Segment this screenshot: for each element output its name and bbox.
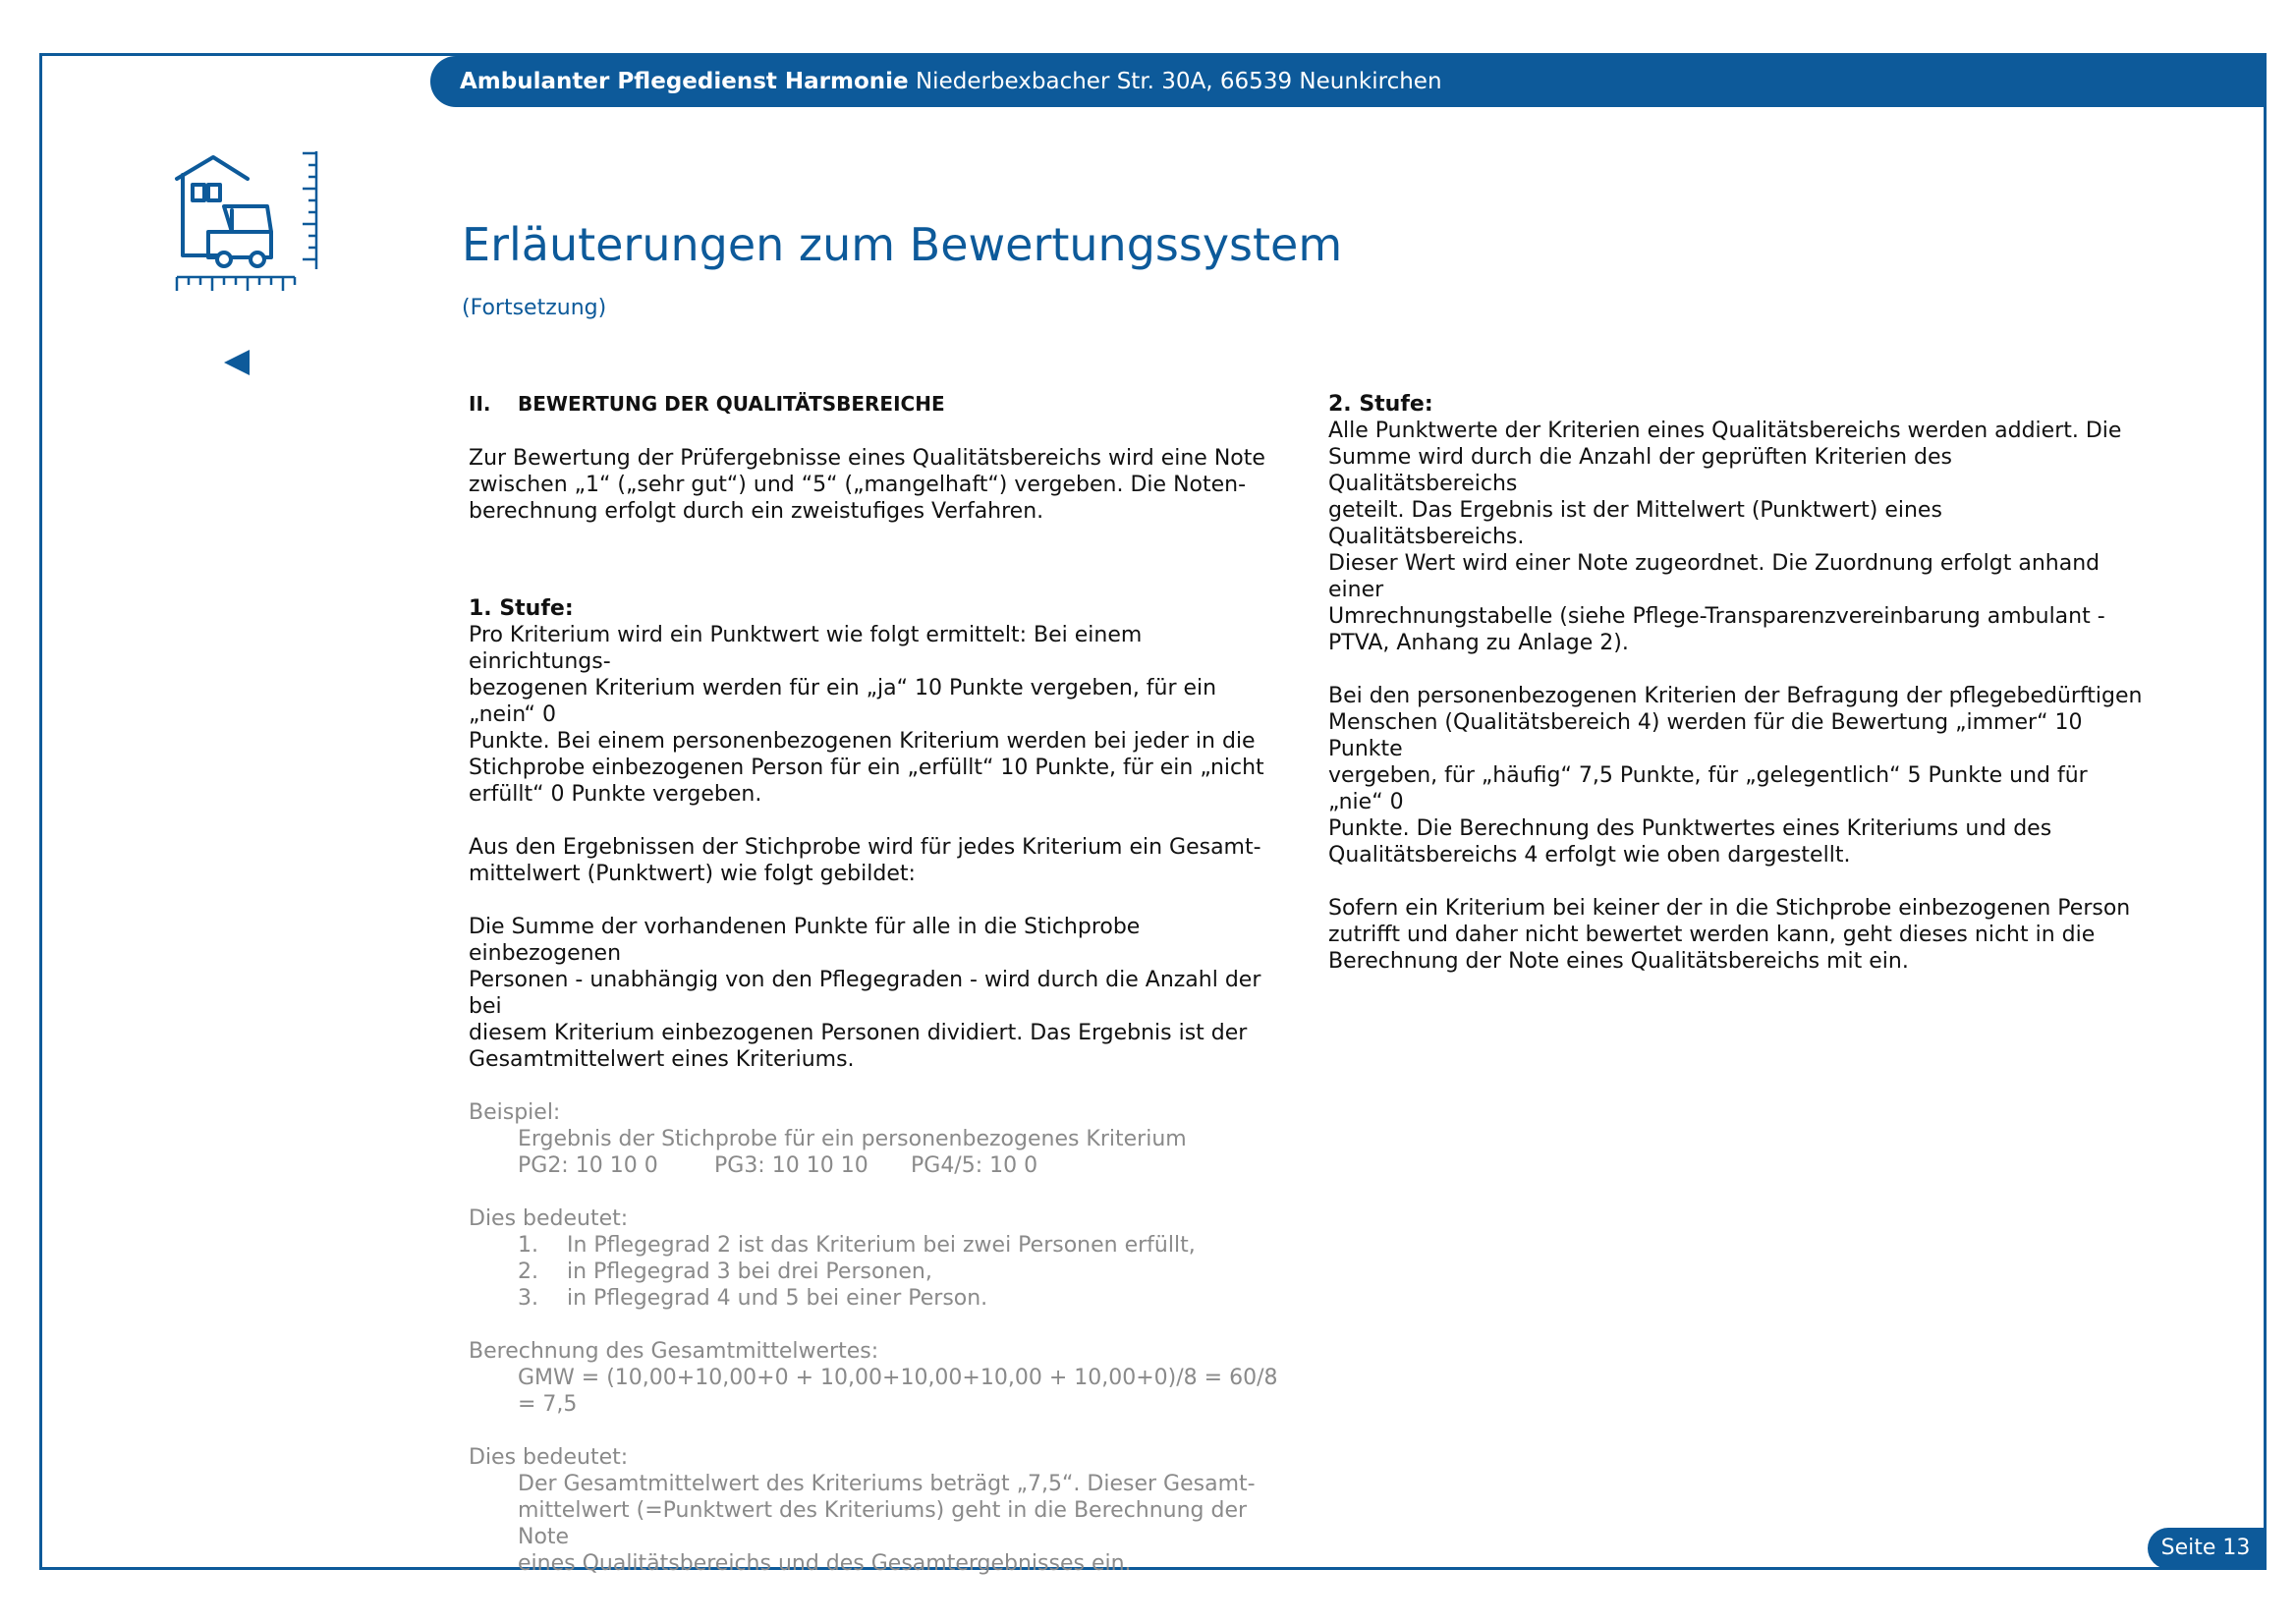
- text-line: mittelwert (Punktwert) wie folgt gebildet:: [469, 862, 916, 886]
- text-line: diesem Kriterium einbezogenen Personen dividiert. Das Ergebnis ist der: [469, 1021, 1248, 1045]
- house-truck-ruler-icon: [169, 149, 326, 297]
- list-number: 1.: [518, 1233, 538, 1258]
- header-org-name: Ambulanter Pflegedienst Harmonie: [460, 69, 909, 94]
- list-number: 2.: [518, 1260, 538, 1284]
- pg-value: PG3: 10 10 10: [714, 1153, 868, 1178]
- text-line: Punkte. Die Berechnung des Punktwertes eines Kriteriums und des: [1328, 816, 2052, 841]
- text-line: Punkte. Bei einem personenbezogenen Kriterium werden bei jeder in die: [469, 729, 1256, 754]
- text-line: Gesamtmittelwert eines Kriteriums.: [469, 1047, 855, 1072]
- text-line: Zur Bewertung der Prüfergebnisse eines Qualitätsbereichs wird eine Note: [469, 446, 1265, 471]
- list-item: [469, 1285, 1284, 1312]
- list-item: [469, 1232, 1284, 1259]
- text-line: zutrifft und daher nicht bewertet werden kann, geht dieses nicht in die: [1328, 923, 2096, 947]
- meaning-label: Dies bedeutet:: [469, 1445, 629, 1470]
- stufe1-paragraph: [469, 622, 1284, 808]
- text-line: Alle Punktwerte der Kriterien eines Qualitätsbereichs werden addiert. Die: [1328, 419, 2122, 443]
- text-line: Bei den personenbezogenen Kriterien der Befragung der pflegebedürftigen: [1328, 684, 2143, 708]
- text-line: Sofern ein Kriterium bei keiner der in die Stichprobe einbezogenen Person: [1328, 896, 2131, 921]
- text-line: zwischen „1“ („sehr gut“) und “5“ („mangelhaft“) vergeben. Die Noten-: [469, 473, 1247, 497]
- list-number: 3.: [518, 1286, 538, 1311]
- list-item: [469, 1259, 1284, 1285]
- stufe1-heading: 1. Stufe:: [469, 596, 574, 621]
- section-heading: [469, 391, 1284, 418]
- intro-paragraph: [469, 445, 1284, 525]
- calculation-formula: GMW = (10,00+10,00+0 + 10,00+10,00+10,00 + 10,00+0)/8 = 60/8 = 7,5: [518, 1366, 1278, 1417]
- text-line: Die Summe der vorhandenen Punkte für alle in die Stichprobe einbezogenen: [469, 915, 1141, 966]
- text-line: Stichprobe einbezogenen Person für ein „erfüllt“ 10 Punkte, für ein „nicht: [469, 756, 1264, 780]
- meaning-label: Dies bedeutet:: [469, 1206, 629, 1231]
- text-line: Pro Kriterium wird ein Punktwert wie folgt ermittelt: Bei einem einrichtungs-: [469, 623, 1143, 674]
- header-bar: [430, 56, 2264, 107]
- text-line: Der Gesamtmittelwert des Kriteriums beträgt „7,5“. Dieser Gesamt-: [518, 1472, 1256, 1496]
- calculation-label: Berechnung des Gesamtmittelwertes:: [469, 1339, 879, 1364]
- page-subtitle: (Fortsetzung): [462, 296, 607, 320]
- right-column: [1328, 391, 2144, 975]
- text-line: berechnung erfolgt durch ein zweistufiges Verfahren.: [469, 499, 1044, 524]
- text-line: Menschen (Qualitätsbereich 4) werden für die Bewertung „immer“ 10 Punkte: [1328, 710, 2083, 761]
- example-block: [469, 1099, 1284, 1577]
- text-line: vergeben, für „häufig“ 7,5 Punkte, für „gelegentlich“ 5 Punkte und für „nie“ 0: [1328, 763, 2088, 814]
- text-line: erfüllt“ 0 Punkte vergeben.: [469, 782, 762, 807]
- stufe2-heading: 2. Stufe:: [1328, 392, 1433, 417]
- section-number: II.: [469, 392, 491, 416]
- summe-paragraph: [469, 914, 1284, 1073]
- left-column: [469, 391, 1284, 1577]
- stufe2-paragraph: [1328, 418, 2144, 656]
- text-line: bezogenen Kriterium werden für ein „ja“ 10 Punkte vergeben, für ein „nein“ 0: [469, 676, 1217, 727]
- text-line: Berechnung der Note eines Qualitätsbereichs mit ein.: [1328, 949, 1909, 974]
- text-line: PTVA, Anhang zu Anlage 2).: [1328, 631, 1629, 655]
- example-pg-row: [469, 1152, 1284, 1179]
- example-text: Ergebnis der Stichprobe für ein personenbezogenes Kriterium: [518, 1127, 1187, 1151]
- text-line: Umrechnungstabelle (siehe Pflege-Transparenzvereinbarung ambulant -: [1328, 604, 2105, 629]
- text-line: Summe wird durch die Anzahl der geprüften Kriterien des Qualitätsbereichs: [1328, 445, 1952, 496]
- back-triangle-icon[interactable]: [222, 348, 252, 377]
- text-line: mittelwert (=Punktwert des Kriteriums) geht in die Berechnung der Note: [518, 1498, 1248, 1549]
- gesamtmittelwert-paragraph: [469, 834, 1284, 887]
- text-line: Aus den Ergebnissen der Stichprobe wird für jedes Kriterium ein Gesamt-: [469, 835, 1261, 860]
- text-line: Personen - unabhängig von den Pflegegraden - wird durch die Anzahl der bei: [469, 968, 1261, 1019]
- list-text: In Pflegegrad 2 ist das Kriterium bei zwei Personen erfüllt,: [567, 1233, 1196, 1258]
- page-number-badge: Seite 13: [2148, 1528, 2264, 1569]
- header-address: Niederbexbacher Str. 30A, 66539 Neunkirchen: [915, 69, 1442, 94]
- text-line: Qualitätsbereichs 4 erfolgt wie oben dargestellt.: [1328, 843, 1851, 868]
- pg-value: PG4/5: 10 0: [911, 1153, 1038, 1178]
- text-line: geteilt. Das Ergebnis ist der Mittelwert (Punktwert) eines Qualitätsbereichs.: [1328, 498, 1942, 549]
- list-text: in Pflegegrad 4 und 5 bei einer Person.: [567, 1286, 988, 1311]
- list-text: in Pflegegrad 3 bei drei Personen,: [567, 1260, 932, 1284]
- sofern-paragraph: [1328, 895, 2144, 975]
- text-line: eines Qualitätsbereichs und des Gesamtergebnisses ein.: [518, 1551, 1132, 1576]
- page-title: Erläuterungen zum Bewertungssystem: [462, 218, 1343, 271]
- befragung-paragraph: [1328, 683, 2144, 868]
- example-label: Beispiel:: [469, 1100, 561, 1125]
- section-title: BEWERTUNG DER QUALITÄTSBEREICHE: [518, 392, 945, 416]
- text-line: Dieser Wert wird einer Note zugeordnet. Die Zuordnung erfolgt anhand einer: [1328, 551, 2100, 602]
- pg-value: PG2: 10 10 0: [518, 1153, 658, 1178]
